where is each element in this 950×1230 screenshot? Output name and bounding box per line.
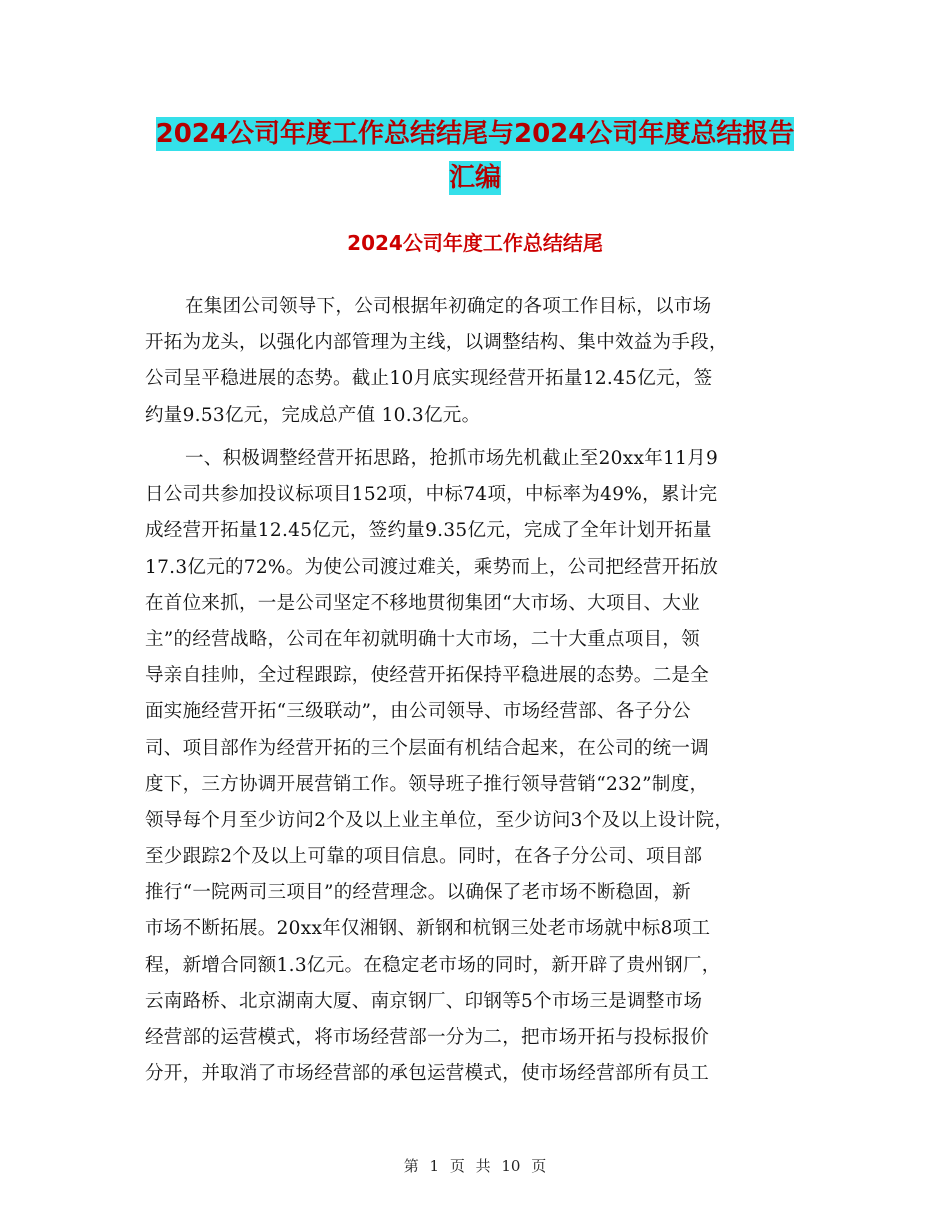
paragraph-line: 度下，三方协调开展营销工作。领导班子推行领导营销“232”制度， <box>145 773 709 795</box>
paragraph-line: 程，新增合同额1.3亿元。在稳定老市场的同时，新开辟了贵州钢厂， <box>145 954 721 976</box>
title-highlight-2: 汇编 <box>448 163 501 193</box>
paragraph-line: 开拓为龙头，以强化内部管理为主线，以调整结构、集中效益为手段， <box>145 332 728 354</box>
section-title: 2024公司年度工作总结结尾 <box>347 231 603 255</box>
paragraph-line: 在首位来抓，一是公司坚定不移地贯彻集团“大市场、大项目、大业 <box>145 592 700 614</box>
paragraph-line: 经营部的运营模式，将市场经营部一分为二，把市场开拓与投标报价 <box>145 1027 710 1048</box>
paragraph-line: 日公司共参加投议标项目152项，中标74项，中标率为49%，累计完 <box>145 484 718 506</box>
document-title-line-2 <box>0 157 950 194</box>
paragraph-line: 成经营开拓量12.45亿元，签约量9.35亿元，完成了全年计划开拓量 <box>145 520 712 542</box>
paragraph-line: 主”的经营战略，公司在年初就明确十大市场，二十大重点项目，领 <box>145 628 700 650</box>
paragraph-line: 17.3亿元的72%。为使公司渡过难关，乘势而上，公司把经营开拓放 <box>145 556 719 578</box>
paragraph-1 <box>145 289 805 434</box>
paragraph-line: 至少跟踪2个及以上可靠的项目信息。同时，在各子分公司、项目部 <box>145 846 703 868</box>
paragraph-line: 分开，并取消了市场经营部的承包运营模式，使市场经营部所有员工 <box>145 1063 710 1085</box>
paragraph-line: 市场不断拓展。20xx年仅湘钢、新钢和杭钢三处老市场就中标8项工 <box>145 918 711 940</box>
paragraph-line: 面实施经营开拓“三级联动”，由公司领导、市场经营部、各子分公 <box>145 701 691 723</box>
paragraph-line: 一、积极调整经营开拓思路，抢抓市场先机截止至20xx年11月9 <box>185 448 719 469</box>
paragraph-line: 公司呈平稳进展的态势。截止10月底实现经营开拓量12.45亿元，签 <box>145 368 713 390</box>
paragraph-line: 领导每个月至少访问2个及以上业主单位，至少访问3个及以上设计院， <box>145 809 734 831</box>
paragraph-line: 在集团公司领导下，公司根据年初确定的各项工作目标，以市场 <box>185 296 712 317</box>
paragraph-line: 云南路桥、北京湖南大厦、南京钢厂、印钢等5个市场三是调整市场 <box>145 990 703 1012</box>
title-highlight-1: 2024公司年度工作总结结尾与2024公司年度总结报告 <box>155 119 795 149</box>
paragraph-line: 推行“一院两司三项目”的经营理念。以确保了老市场不断稳固，新 <box>145 882 691 904</box>
paragraph-line: 司、项目部作为经营开拓的三个层面有机结合起来，在公司的统一调 <box>145 737 710 759</box>
paragraph-2 <box>145 441 805 1092</box>
paragraph-line: 导亲自挂帅，全过程跟踪，使经营开拓保持平稳进展的态势。二是全 <box>145 665 710 687</box>
document-title-line-1 <box>0 113 950 150</box>
paragraph-line: 约量9.53亿元，完成总产值 10.3亿元。 <box>145 404 481 426</box>
page-footer: 第 1 页 共 10 页 <box>403 1157 547 1175</box>
